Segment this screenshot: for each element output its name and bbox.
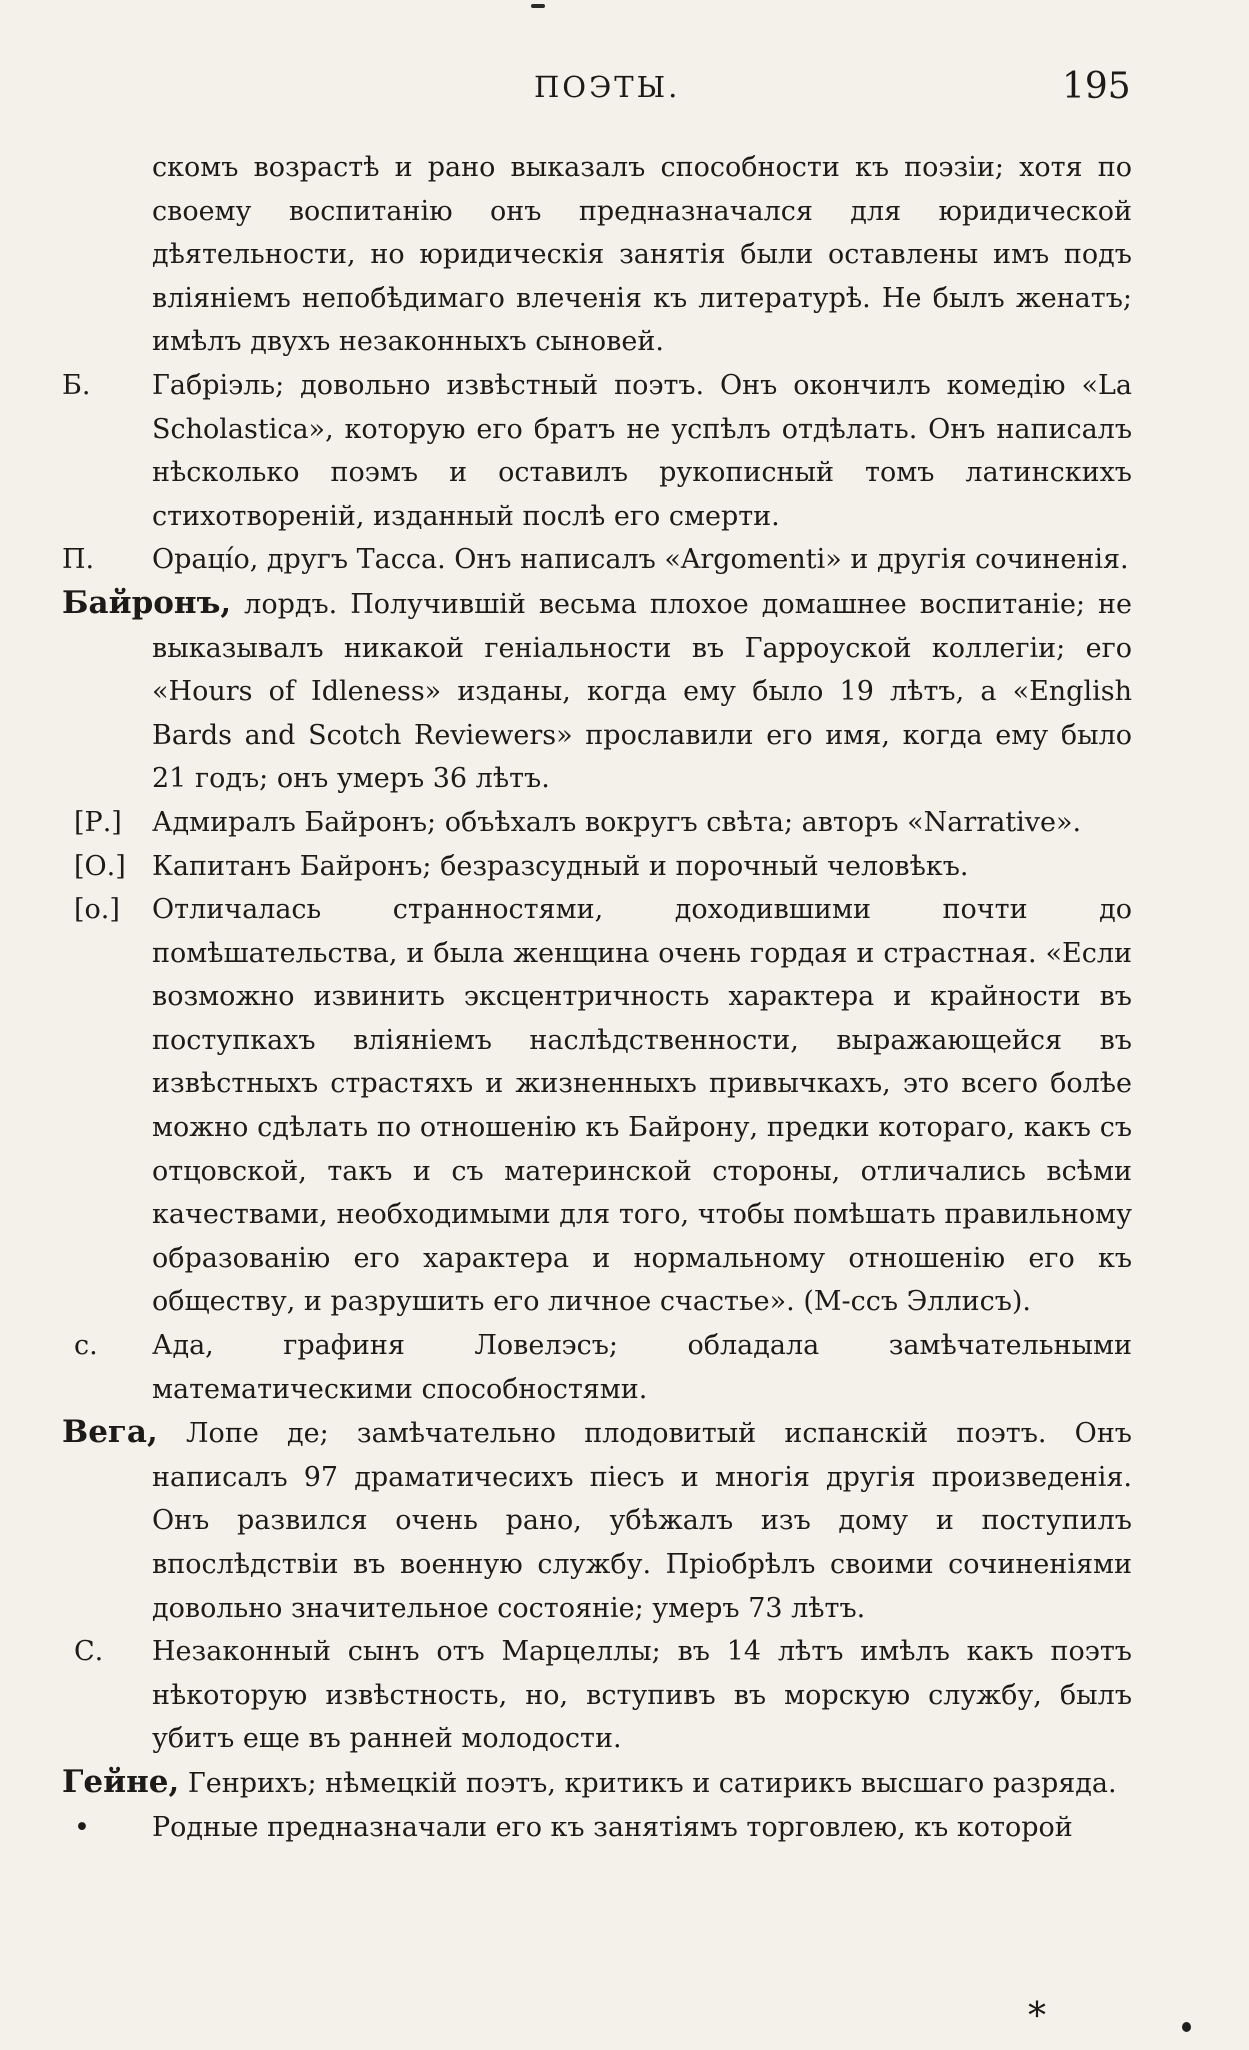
running-title: ПОЭТЫ.: [534, 70, 681, 104]
entry-s: [62, 1630, 1132, 1761]
entry-mark: [О.]: [74, 850, 126, 882]
entry-r-bracket: [62, 801, 1132, 845]
entry-text: Отличалась странностями, доходившими почти до помѣшательства, и была женщина очень гордая и страстная. «Если возможно извинить эксцентричность характера и крайности въ поступкахъ вліяніемъ наслѣдственности, выражающейся въ извѣстныхъ страстяхъ и жизненныхъ привычкахъ, это всего болѣе можно сдѣлать по отношенію къ Байрону, предки котораго, какъ съ отцовской, такъ и съ материнской стороны, отличались всѣми качествами, необходимыми для того, чтобы помѣшать правильному образованію его характера и нормальному отношенію его къ обществу, и разрушить его личное счастье». (М-ссъ Эллисъ).: [152, 894, 1132, 1318]
entry-text: лордъ. Получившій весьма плохое домашнее воспитаніе; не выказывалъ никакой геніальности въ Гарроуской коллегіи; его «Hours of Idleness» изданы, когда ему было 19 лѣтъ, а «English Bards and Scotch Reviewers» прославили его имя, когда ему было 21 годъ; онъ умеръ 36 лѣтъ.: [152, 588, 1132, 795]
entry-heine: [62, 1761, 1132, 1806]
page-header: [0, 66, 1249, 112]
entry-mark: [о.]: [74, 894, 120, 926]
headword: Вега,: [62, 1414, 158, 1451]
entry-text: Лопе де; замѣчательно плодовитый испанскій поэтъ. Онъ написалъ 97 драматичесихъ пiесъ и многія другія произведенія. Онъ развился очень рано, убѣжалъ изъ дому и поступилъ впослѣдствіи въ военную службу. Пріобрѣлъ своими сочиненіями довольно значительное состояніе; умеръ 73 лѣтъ.: [152, 1418, 1132, 1624]
entry-text: Капитанъ Байронъ; безразсудный и порочный человѣкъ.: [152, 850, 969, 882]
entry-text: Незаконный сынъ отъ Марцеллы; въ 14 лѣтъ имѣлъ какъ поэтъ нѣкоторую извѣстность, но, вступивъ въ морскую службу, былъ убитъ еще въ ранней молодости.: [152, 1636, 1132, 1755]
entry-o-lower-bracket: [62, 888, 1132, 1324]
entry-mark: с.: [74, 1330, 98, 1362]
entry-p: [62, 538, 1132, 582]
entry-text: Орацío, другъ Тасса. Онъ написалъ «Argomenti» и другія сочиненія.: [152, 544, 1129, 576]
signature-mark: *: [1028, 1996, 1046, 2037]
entry-text: Габріэль; довольно извѣстный поэтъ. Онъ окончилъ комедію «La Scholastica», которую его братъ не успѣлъ отдѣлать. Онъ написалъ нѣсколько поэмъ и оставилъ рукописный томъ латинскихъ стихотвореній, изданный послѣ его смерти.: [152, 369, 1132, 532]
page-number: 195: [1062, 66, 1131, 107]
entry-mark: Б.: [62, 369, 91, 401]
entry-continuation: [62, 146, 1132, 364]
entry-text: Ада, графиня Ловелэсъ; обладала замѣчательными математическими способностями.: [152, 1330, 1132, 1405]
entry-mark: •: [74, 1811, 90, 1843]
headword: Гейне,: [62, 1763, 180, 1800]
body-text: [62, 146, 1132, 1849]
entry-mark: С.: [74, 1636, 104, 1668]
entry-text: Родные предназначали его къ занятіямъ торговлею, къ которой: [152, 1811, 1073, 1843]
ink-mark: [531, 4, 545, 8]
entry-bullet: [62, 1806, 1132, 1850]
entry-o-bracket: [62, 845, 1132, 889]
entry-byron: [62, 582, 1132, 801]
entry-vega: [62, 1411, 1132, 1630]
entry-b: [62, 364, 1132, 538]
entry-text: скомъ возрастѣ и рано выказалъ способности къ поэзіи; хотя по своему воспитанію онъ предназначался для юридической дѣятельности, но юридическія занятія были оставлены имъ подъ вліяніемъ непобѣдимаго влеченія къ литературѣ. Не былъ женатъ; имѣлъ двухъ незаконныхъ сыновей.: [152, 152, 1132, 358]
entry-c: [62, 1324, 1132, 1411]
entry-mark: [Р.]: [74, 806, 122, 838]
entry-mark: П.: [62, 544, 95, 576]
entry-text: Адмиралъ Байронъ; объѣхалъ вокругъ свѣта; авторъ «Narrative».: [152, 806, 1082, 838]
entry-text: Генрихъ; нѣмецкій поэтъ, критикъ и сатирикъ высшаго разряда.: [187, 1767, 1117, 1799]
headword: Байронъ,: [62, 584, 232, 621]
ink-dot: [1182, 2022, 1191, 2032]
